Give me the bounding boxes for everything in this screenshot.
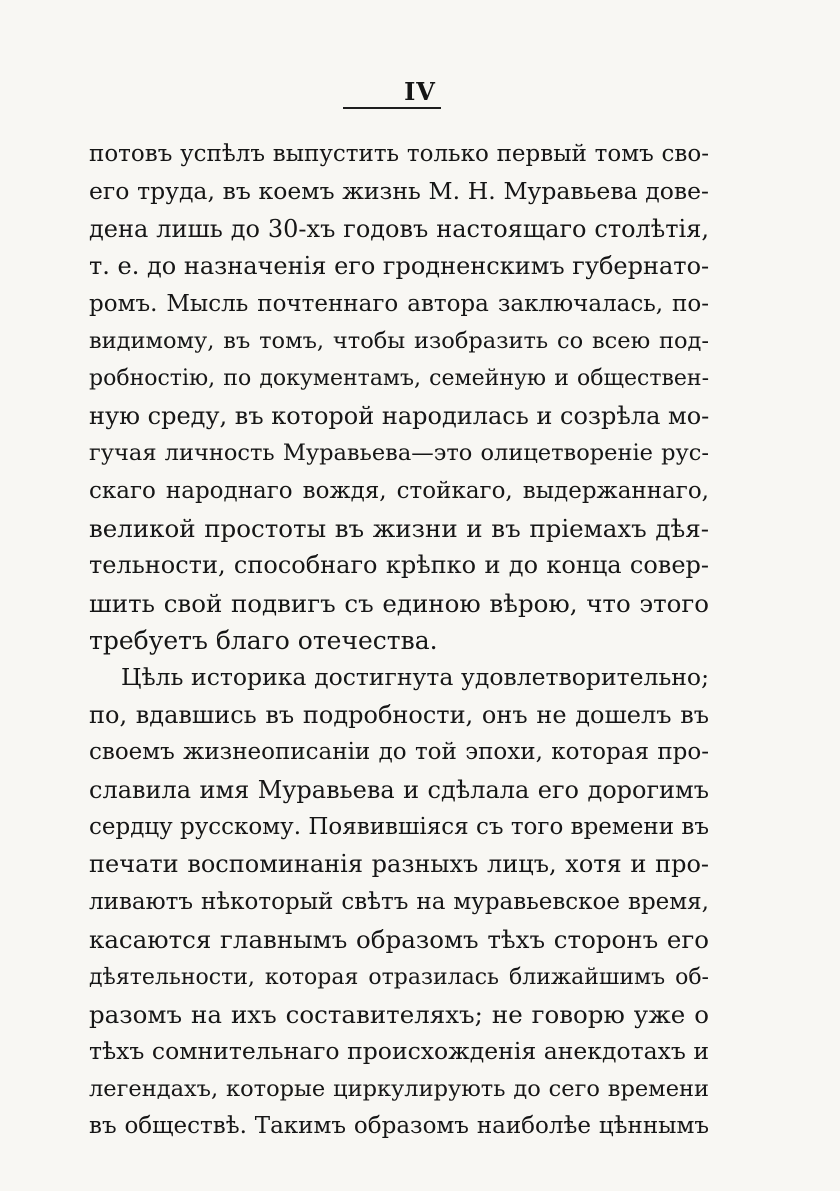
text-line: гучая личность Муравьева—это олицетвореніе рус- [89, 440, 709, 467]
text-line: печати воспоминанія разныхъ лицъ, хотя и про- [89, 850, 709, 879]
text-line: великой простоты въ жизни и въ пріемахъ дѣя- [89, 513, 709, 543]
text-line: сердцу русскому. Появившіяся съ того времени въ [89, 814, 709, 841]
text-line: робностію, по документамъ, семейную и обществен- [89, 366, 709, 392]
text-line: тѣхъ сомнительнаго происхожденія анекдотахъ и [89, 1037, 709, 1066]
paragraph-start-line: Цѣль историка достигнута удовлетворительно; [121, 663, 709, 692]
text-line: потовъ успѣлъ выпустить только первый томъ сво- [89, 141, 709, 167]
text-line: дена лишь до 30-хъ годовъ настоящаго столѣтія, [89, 214, 709, 243]
text-line: легендахъ, которые циркулирують до сего времени [89, 1075, 709, 1102]
text-line: видимому, въ томъ, чтобы изобразить со всею под- [89, 327, 709, 354]
paragraph-end-line: требуетъ благо отечества. [89, 626, 438, 656]
text-line: разомъ на ихъ составителяхъ; не говорю уже о [89, 999, 709, 1029]
text-line: скаго народнаго вождя, стойкаго, выдержаннаго, [89, 477, 709, 504]
header-rule [343, 107, 441, 109]
text-line: по, вдавшись въ подробности, онъ не дошелъ въ [89, 700, 709, 729]
text-line: тельности, способнаго крѣпко и до конца совер- [89, 551, 709, 580]
text-line: своемъ жизнеописаніи до той эпохи, которая про- [89, 739, 709, 766]
text-line: касаются главнымъ образомъ тѣхъ сторонъ его [89, 925, 709, 955]
page-header [0, 78, 840, 106]
text-line: ромъ. Мысль почтеннаго автора заключалась, по- [89, 290, 709, 317]
text-line: шить свой подвигъ съ единою вѣрою, что этого [89, 588, 709, 618]
text-line: его труда, въ коемъ жизнь М. Н. Муравьева дове- [89, 177, 709, 206]
text-line: въ обществѣ. Такимъ образомъ наиболѣе цѣннымъ [89, 1113, 709, 1140]
page-number: IV [404, 77, 436, 106]
text-line: т. е. до назначенія его гродненскимъ губернато- [89, 252, 710, 281]
text-line: ную среду, въ которой народилась и созрѣла мо- [89, 401, 710, 430]
text-line: славила имя Муравьева и сдѣлала его дорогимъ [89, 775, 709, 804]
body-text [89, 136, 709, 1146]
text-line: дѣятельности, которая отразилась ближайшимъ об- [89, 964, 709, 990]
text-line: ливаютъ нѣкоторый свѣтъ на муравьевское время, [89, 888, 709, 915]
